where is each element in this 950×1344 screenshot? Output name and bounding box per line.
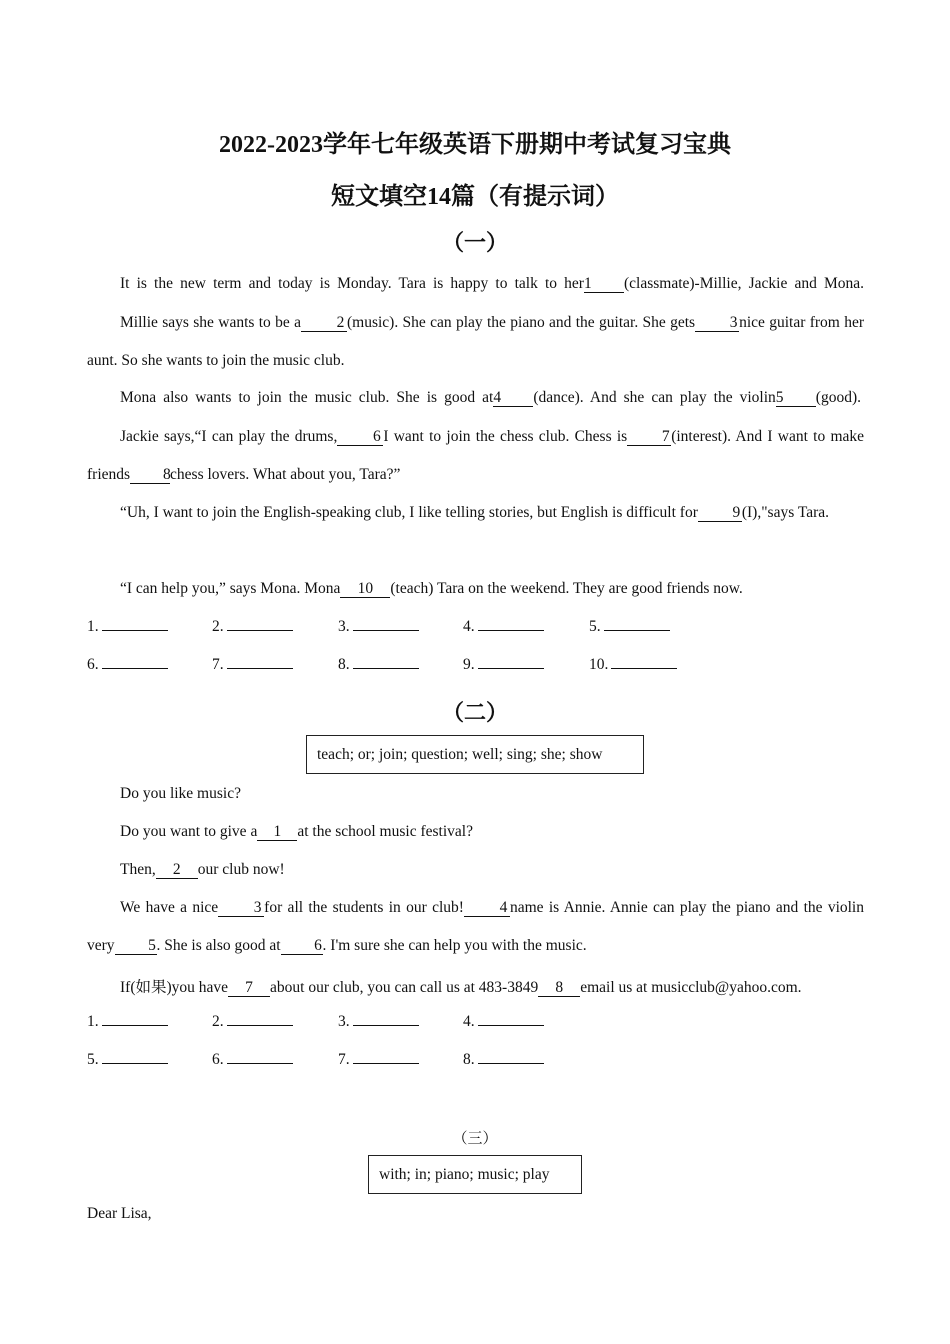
- s2-blank-4[interactable]: 4: [464, 900, 510, 917]
- s2-answer-4[interactable]: 4.: [463, 1013, 544, 1031]
- s1-paragraph-4: Jackie says,“I can play the drums, 6 I want to join the chess club. Chess is 7 (interest). And I want to make friends 8chess lovers. What about you, Tara?”: [87, 428, 865, 483]
- s2-blank-6[interactable]: 6: [281, 938, 323, 955]
- s2-blank-3[interactable]: 3: [218, 900, 264, 917]
- blank-10[interactable]: 10: [340, 581, 390, 598]
- s1-answer-5[interactable]: 5.: [589, 618, 670, 636]
- s2-blank-2[interactable]: 2: [156, 862, 198, 879]
- s1-answer-7[interactable]: 7.: [212, 656, 293, 674]
- s2-word-box: teach; or; join; question; well; sing; she; show: [306, 735, 644, 774]
- s2-answer-5[interactable]: 5.: [87, 1051, 168, 1069]
- s1-answer-8[interactable]: 8.: [338, 656, 419, 674]
- letter-greeting: Dear Lisa,: [87, 1205, 152, 1222]
- s2-answer-1[interactable]: 1.: [87, 1013, 168, 1031]
- s2-blank-5[interactable]: 5: [115, 938, 157, 955]
- s2-answer-2[interactable]: 2.: [212, 1013, 293, 1031]
- s1-paragraph-6: “I can help you,” says Mona. Mona 10 (teach) Tara on the weekend. They are good friends now.: [120, 580, 743, 597]
- blank-7[interactable]: 7: [627, 429, 671, 446]
- page-subtitle: 短文填空14篇（有提示词）: [331, 184, 619, 210]
- s1-answer-3[interactable]: 3.: [338, 618, 419, 636]
- s2-paragraph-5: If(如果)you have 7 about our club, you can call us at 483-3849 8 email us at musicclub@yahoo.com.: [120, 979, 802, 996]
- s1-answer-4[interactable]: 4.: [463, 618, 544, 636]
- s2-blank-7[interactable]: 7: [228, 980, 270, 997]
- s1-answer-6[interactable]: 6.: [87, 656, 168, 674]
- s2-paragraph-1: Do you like music?: [120, 785, 241, 802]
- blank-2[interactable]: 2: [301, 315, 347, 332]
- blank-6[interactable]: 6: [337, 429, 383, 446]
- s1-answer-2[interactable]: 2.: [212, 618, 293, 636]
- s2-answer-3[interactable]: 3.: [338, 1013, 419, 1031]
- section-3-heading: （三）: [452, 1131, 498, 1147]
- s2-answer-6[interactable]: 6.: [212, 1051, 293, 1069]
- s2-paragraph-3: Then, 2 our club now!: [120, 861, 285, 878]
- s2-paragraph-4: We have a nice 3 for all the students in our club! 4 name is Annie. Annie can play the piano and the violin very 5. She is also good at 6. I'm sure she can help you with the music.: [87, 899, 864, 954]
- s2-answer-7[interactable]: 7.: [338, 1051, 419, 1069]
- blank-5[interactable]: 5: [776, 390, 816, 407]
- blank-8[interactable]: 8: [130, 467, 170, 484]
- s2-paragraph-2: Do you want to give a 1 at the school music festival?: [120, 823, 473, 840]
- section-2-heading: （二）: [441, 700, 508, 725]
- s2-answer-8[interactable]: 8.: [463, 1051, 544, 1069]
- s1-paragraph-2: Millie says she wants to be a 2 (music). She can play the piano and the guitar. She gets 3 nice guitar from her aunt. So she wants to join the music club.: [87, 314, 864, 369]
- section-1-heading: （一）: [441, 230, 508, 255]
- s2-blank-8[interactable]: 8: [538, 980, 580, 997]
- s1-answer-1[interactable]: 1.: [87, 618, 168, 636]
- blank-1[interactable]: 1: [584, 276, 624, 293]
- s1-answer-10[interactable]: 10.: [589, 656, 677, 674]
- blank-4[interactable]: 4: [493, 390, 533, 407]
- s2-blank-1[interactable]: 1: [257, 824, 297, 841]
- blank-9[interactable]: 9: [698, 505, 742, 522]
- s1-paragraph-3: Mona also wants to join the music club. She is good at4 (dance). And she can play the violin5 (good).: [120, 389, 861, 406]
- s3-word-box: with; in; piano; music; play: [368, 1155, 582, 1194]
- s1-paragraph-1: It is the new term and today is Monday. Tara is happy to talk to her1 (classmate)-Millie, Jackie and Mona.: [120, 275, 864, 292]
- s1-answer-9[interactable]: 9.: [463, 656, 544, 674]
- s1-paragraph-5: “Uh, I want to join the English-speaking club, I like telling stories, but English is difficult for 9 (I),"says Tara.: [120, 504, 830, 521]
- page-title: 2022-2023学年七年级英语下册期中考试复习宝典: [219, 132, 731, 158]
- blank-3[interactable]: 3: [695, 315, 739, 332]
